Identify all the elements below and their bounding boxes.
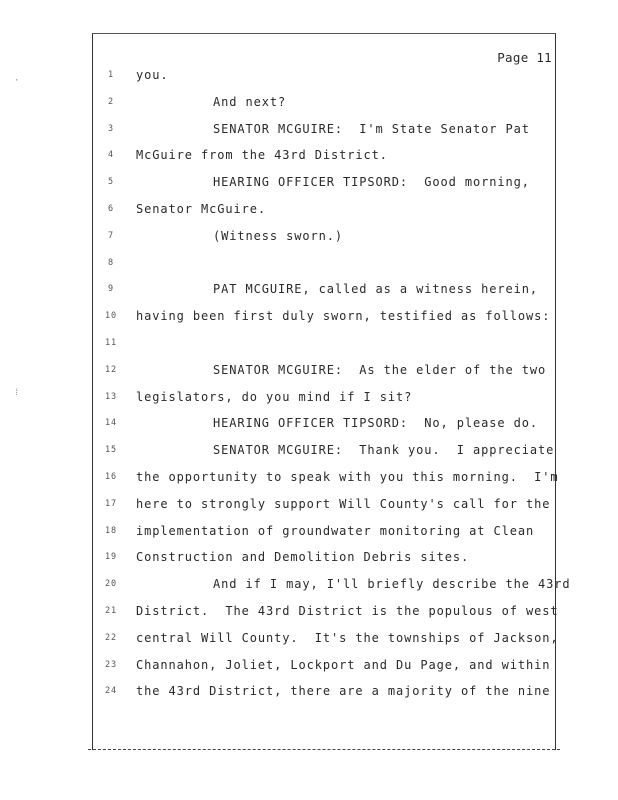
line-number: 6 bbox=[107, 204, 115, 214]
transcript-line bbox=[0, 175, 618, 193]
line-number: 20 bbox=[104, 579, 118, 590]
transcript-line bbox=[0, 577, 618, 595]
line-number: 5 bbox=[107, 177, 115, 188]
line-number: 12 bbox=[104, 364, 118, 375]
scan-speck: ⁞ bbox=[14, 388, 20, 398]
transcript-line bbox=[0, 256, 618, 274]
line-number: 17 bbox=[104, 498, 118, 509]
line-text: And if I may, I'll briefly describe the 43rd bbox=[213, 577, 571, 592]
line-text: HEARING OFFICER TIPSORD: Good morning, bbox=[213, 175, 530, 190]
line-text: And next? bbox=[213, 94, 287, 109]
line-text: you. bbox=[136, 68, 169, 82]
line-number: 1 bbox=[107, 70, 115, 80]
line-text: implementation of groundwater monitoring at Clean bbox=[136, 523, 535, 538]
line-text: SENATOR MCGUIRE: I'm State Senator Pat bbox=[213, 121, 530, 136]
transcript-line bbox=[0, 336, 618, 354]
line-number: 14 bbox=[104, 418, 118, 429]
transcript-line bbox=[0, 416, 618, 434]
transcript-line bbox=[0, 550, 618, 568]
line-number: 22 bbox=[104, 632, 118, 643]
page-number: Page 11 bbox=[497, 50, 552, 65]
transcript-line bbox=[0, 604, 618, 622]
line-number: 7 bbox=[107, 230, 115, 241]
page-bottom-rule bbox=[88, 749, 560, 752]
line-text: having been first duly sworn, testified as follows: bbox=[136, 309, 551, 324]
transcript-line bbox=[0, 202, 618, 220]
line-text: Channahon, Joliet, Lockport and Du Page, and within bbox=[136, 657, 551, 672]
line-number: 16 bbox=[104, 472, 118, 482]
transcript-line bbox=[0, 443, 618, 461]
line-number: 24 bbox=[104, 686, 118, 697]
transcript-line bbox=[0, 122, 618, 140]
scan-speck: · bbox=[14, 76, 20, 86]
line-text: central Will County. It's the townships of Jackson, bbox=[136, 630, 559, 645]
line-number: 8 bbox=[107, 257, 115, 268]
line-text: the opportunity to speak with you this morning. I'm bbox=[136, 470, 559, 484]
line-text: legislators, do you mind if I sit? bbox=[136, 389, 413, 404]
line-number: 10 bbox=[104, 311, 118, 322]
transcript-line bbox=[0, 684, 618, 702]
line-text: SENATOR MCGUIRE: Thank you. I appreciate bbox=[213, 443, 555, 458]
transcript-line bbox=[0, 524, 618, 542]
transcript-line bbox=[0, 282, 618, 300]
line-number: 13 bbox=[104, 391, 118, 402]
line-text: here to strongly support Will County's call for the bbox=[136, 496, 551, 511]
line-number: 19 bbox=[104, 552, 118, 563]
line-number: 11 bbox=[104, 338, 118, 348]
transcript-line bbox=[0, 229, 618, 247]
transcript-line bbox=[0, 658, 618, 676]
transcript-line bbox=[0, 497, 618, 515]
transcript-line bbox=[0, 68, 618, 86]
line-number: 21 bbox=[104, 606, 118, 616]
line-text: the 43rd District, there are a majority of the nine bbox=[136, 684, 551, 699]
transcript-line bbox=[0, 631, 618, 649]
transcript-line bbox=[0, 95, 618, 113]
line-text: SENATOR MCGUIRE: As the elder of the two bbox=[213, 362, 547, 377]
transcript-line bbox=[0, 363, 618, 381]
transcript-line bbox=[0, 390, 618, 408]
line-text: PAT MCGUIRE, called as a witness herein, bbox=[213, 282, 538, 297]
line-number: 18 bbox=[104, 525, 118, 536]
line-number: 23 bbox=[104, 659, 118, 670]
line-number: 9 bbox=[107, 284, 115, 295]
line-text: District. The 43rd District is the populous of west bbox=[136, 604, 559, 618]
line-text: McGuire from the 43rd District. bbox=[136, 148, 388, 163]
line-number: 4 bbox=[107, 150, 115, 161]
line-number: 3 bbox=[107, 123, 115, 134]
line-text: HEARING OFFICER TIPSORD: No, please do. bbox=[213, 416, 538, 431]
line-text: Construction and Demolition Debris sites. bbox=[136, 550, 470, 565]
transcript-line bbox=[0, 309, 618, 327]
line-text: (Witness sworn.) bbox=[213, 228, 343, 243]
transcript-line bbox=[0, 148, 618, 166]
line-number: 2 bbox=[107, 96, 115, 107]
line-number: 15 bbox=[104, 445, 118, 456]
line-text: Senator McGuire. bbox=[136, 202, 266, 216]
transcript-line bbox=[0, 470, 618, 488]
